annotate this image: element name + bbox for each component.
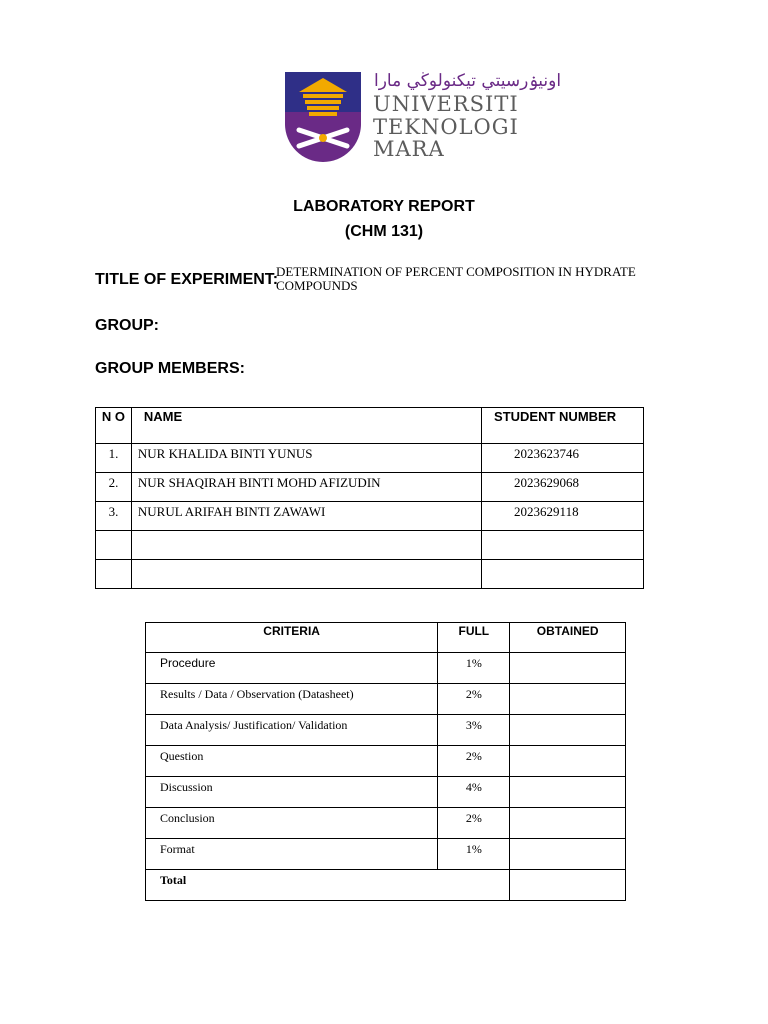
member-student-number [482,560,644,589]
criteria-full: 2% [438,684,510,715]
criteria-full: 2% [438,746,510,777]
criteria-full: 1% [438,839,510,870]
group-members-label: GROUP MEMBERS: [95,360,245,377]
criteria-obtained[interactable] [510,839,626,870]
member-student-number [482,531,644,560]
header-name: NAME [131,408,481,444]
header-no: N O [96,408,132,444]
criteria-name: Results / Data / Observation (Datasheet) [146,684,438,715]
members-table [95,407,644,589]
university-crest-icon [285,72,361,162]
member-student-number: 2023629068 [482,473,644,502]
table-row [96,531,644,560]
header-obtained: OBTAINED [510,623,626,653]
criteria-obtained[interactable] [510,653,626,684]
criteria-obtained[interactable] [510,684,626,715]
table-row [146,777,626,808]
course-code: (CHM 131) [344,223,424,240]
member-no: 3. [96,502,132,531]
logo-jawi-text: اونيۏرسيتي تيكنولوڬي مارا [374,71,562,91]
member-student-number: 2023623746 [482,444,644,473]
header-criteria: CRITERIA [146,623,438,653]
criteria-full: 4% [438,777,510,808]
table-row [96,560,644,589]
group-label: GROUP: [95,317,159,334]
table-row [146,839,626,870]
member-name: NURUL ARIFAH BINTI ZAWAWI [131,502,481,531]
criteria-name: Procedure [146,653,438,684]
member-name [131,560,481,589]
member-no [96,531,132,560]
criteria-name: Data Analysis/ Justification/ Validation [146,715,438,746]
criteria-name: Conclusion [146,808,438,839]
logo-line-2: TEKNOLOGI [373,115,519,139]
criteria-full: 3% [438,715,510,746]
member-no: 1. [96,444,132,473]
table-row [96,473,644,502]
table-row [146,808,626,839]
criteria-name: Format [146,839,438,870]
criteria-header-row [146,623,626,653]
criteria-obtained[interactable] [510,777,626,808]
criteria-name: Discussion [146,777,438,808]
report-title: LABORATORY REPORT [293,198,475,215]
experiment-title-value: DETERMINATION OF PERCENT COMPOSITION IN HYDRATE COMPOUNDS [276,264,636,293]
experiment-title-label: TITLE OF EXPERIMENT: [95,271,279,288]
table-row [96,502,644,531]
table-row [146,715,626,746]
university-logo [285,70,562,162]
logo-line-1: UNIVERSITI [373,92,519,116]
criteria-obtained[interactable] [510,715,626,746]
criteria-full: 2% [438,808,510,839]
table-row [146,746,626,777]
table-row [146,653,626,684]
member-name [131,531,481,560]
total-obtained[interactable] [510,870,626,901]
header-student-number: STUDENT NUMBER [482,408,644,444]
table-row [146,684,626,715]
members-header-row [96,408,644,444]
member-name: NUR KHALIDA BINTI YUNUS [131,444,481,473]
header-full: FULL [438,623,510,653]
total-row [146,870,626,901]
logo-line-3: MARA [373,137,445,161]
member-no: 2. [96,473,132,502]
member-student-number: 2023629118 [482,502,644,531]
member-no [96,560,132,589]
criteria-obtained[interactable] [510,808,626,839]
criteria-obtained[interactable] [510,746,626,777]
criteria-full: 1% [438,653,510,684]
criteria-table [145,622,626,901]
member-name: NUR SHAQIRAH BINTI MOHD AFIZUDIN [131,473,481,502]
table-row [96,444,644,473]
total-label: Total [146,870,510,901]
criteria-name: Question [146,746,438,777]
